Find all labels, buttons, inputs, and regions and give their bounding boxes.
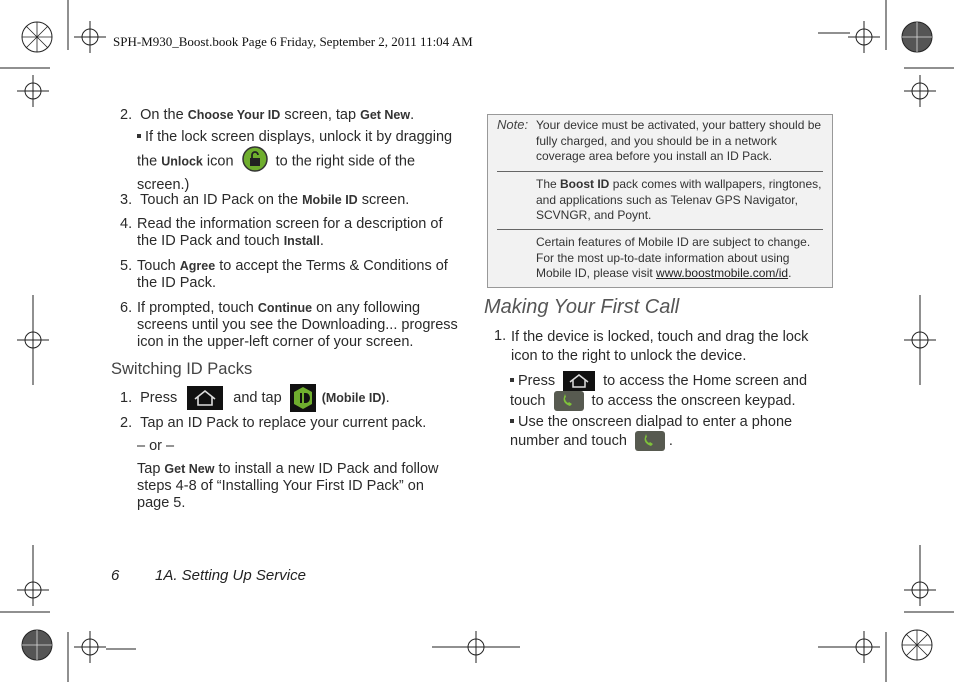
- phone-icon: [554, 391, 584, 411]
- step-4: Read the information screen for a description of the ID Pack and touch Install.: [137, 216, 443, 249]
- page-number: 6: [111, 567, 120, 584]
- home-icon: [187, 386, 223, 410]
- bold-term: Agree: [179, 259, 216, 273]
- step-2: 2. On the Choose Your ID screen, tap Get New.: [120, 107, 415, 123]
- print-header: SPH-M930_Boost.book Page 6 Friday, September 2, 2011 11:04 AM: [113, 34, 473, 49]
- mobile-id-icon: [290, 384, 316, 412]
- step-3: 3. Touch an ID Pack on the Mobile ID screen.: [120, 192, 410, 208]
- section-title: Making Your First Call: [484, 296, 680, 318]
- note-paragraph: Your device must be activated, your battery should be fully charged, and you should be in a network coverage area before you install an ID Pack.: [536, 118, 822, 163]
- step-number: 6.: [120, 300, 133, 316]
- bullet-unlock: If the lock screen displays, unlock it by dragging the Unlock icon to the right side of the screen.): [137, 129, 453, 193]
- step-number: 1.: [120, 389, 133, 406]
- step-number: 4.: [120, 216, 133, 232]
- note-divider: [497, 229, 823, 230]
- phone-icon: [635, 431, 665, 451]
- chapter-title: 1A. Setting Up Service: [155, 567, 306, 584]
- bullet-dialpad: Use the onscreen dialpad to enter a phone number and touch .: [510, 414, 820, 451]
- step-number: 3.: [120, 192, 133, 208]
- bold-term: Continue: [257, 301, 313, 315]
- bullet-icon: [137, 134, 141, 138]
- home-icon: [563, 371, 595, 391]
- bold-term: Choose Your ID: [187, 108, 281, 122]
- note-label: Note:: [497, 117, 529, 132]
- step-6: If prompted, touch Continue on any following screens until you see the Downloading... progress icon in the upper-left corner of your screen.: [137, 300, 458, 350]
- bold-term: Unlock: [161, 154, 203, 169]
- note-paragraph: The Boost ID pack comes with wallpapers, ringtones, and applications such as Telenav GPS Navigator, SCVNGR, and Poynt.: [536, 177, 822, 222]
- call-step-1: If the device is locked, touch and drag the lock icon to the right to unlock the device.: [511, 329, 809, 364]
- step-5: Touch Agree to accept the Terms & Conditions of the ID Pack.: [137, 258, 448, 291]
- step-number: 1.: [494, 328, 507, 344]
- step-number: 2.: [120, 415, 133, 431]
- switch-step-2: 2. Tap an ID Pack to replace your current pack.: [120, 415, 427, 431]
- bullet-icon: [510, 419, 514, 423]
- note-paragraph: Certain features of Mobile ID are subject to change. For the most up-to-date information about using Mobile ID, please visit www.boostmobile.com/id.: [536, 235, 811, 280]
- bold-term: Install: [283, 234, 320, 248]
- note-divider: [497, 171, 823, 172]
- bold-term: Get New: [360, 108, 411, 122]
- bullet-press-home: Press to access the Home screen and touch to access the onscreen keypad.: [510, 371, 820, 411]
- note-box: [487, 114, 833, 288]
- bold-term: Mobile ID: [302, 193, 358, 207]
- bullet-icon: [510, 378, 514, 382]
- unlock-icon: [242, 146, 268, 177]
- boostmobile-link[interactable]: www.boostmobile.com/id: [656, 266, 789, 280]
- or-separator: – or –: [137, 438, 175, 454]
- tap-get-new: Tap Get New to install a new ID Pack and follow steps 4-8 of “Installing Your First ID Pack” on page 5.: [137, 461, 439, 511]
- switch-step-1: 1. Press and tap (Mobile ID).: [120, 384, 460, 414]
- step-number: 2.: [120, 107, 133, 123]
- section-heading: Switching ID Packs: [111, 360, 253, 378]
- bold-term: Get New: [164, 462, 215, 476]
- bold-term: (Mobile ID): [321, 390, 386, 405]
- step-number: 5.: [120, 258, 133, 274]
